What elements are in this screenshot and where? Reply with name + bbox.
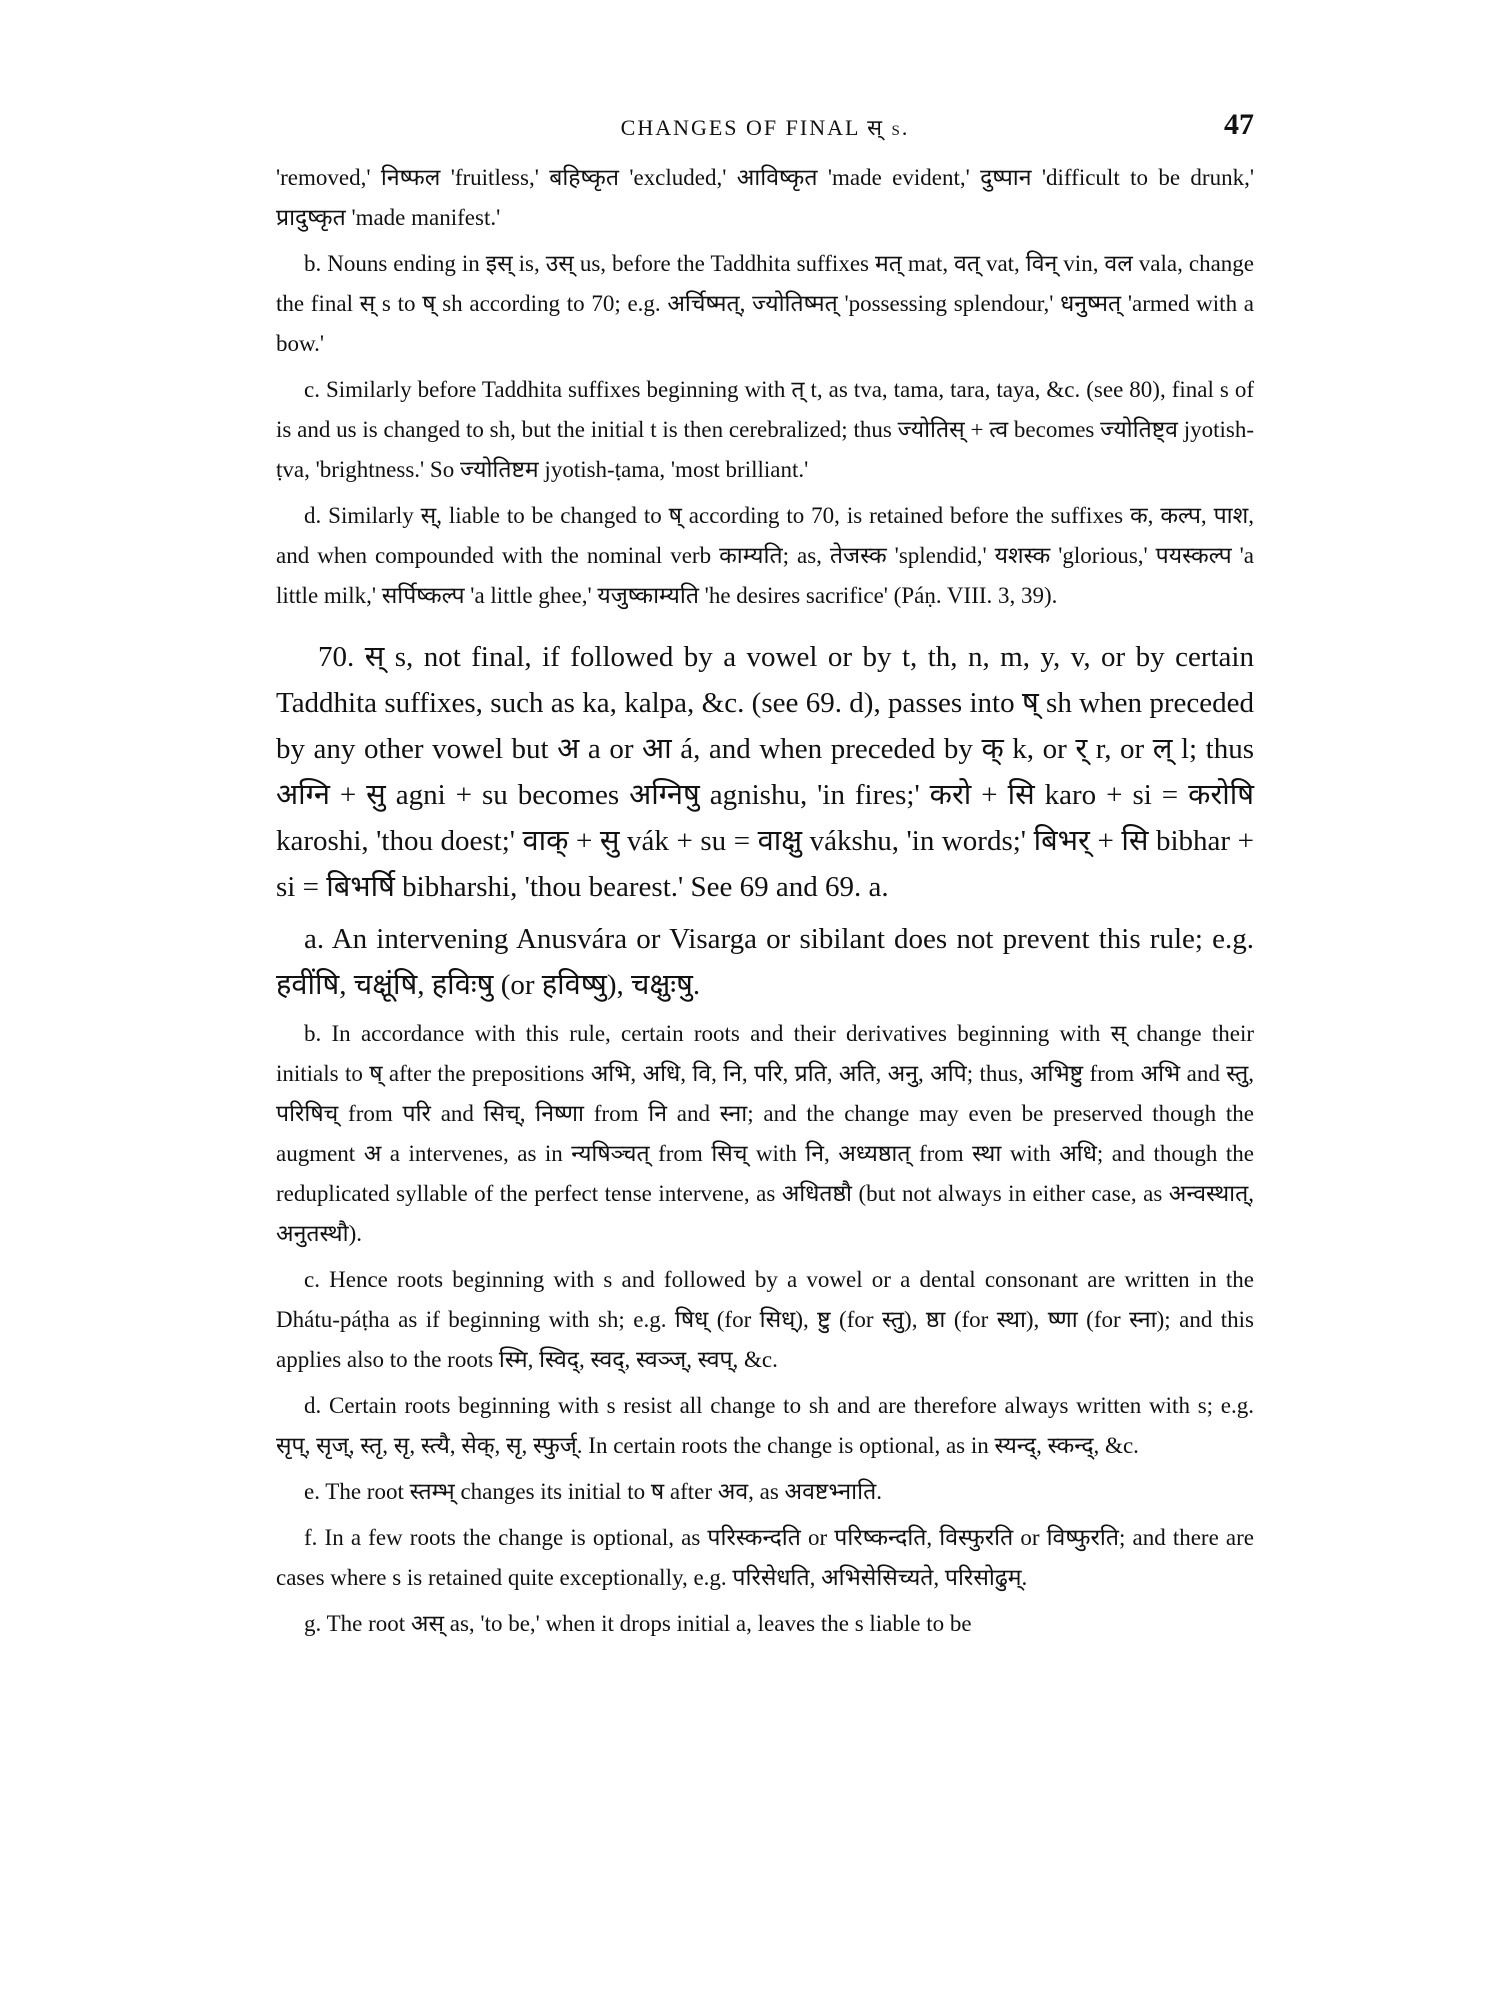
paragraph-69d: d. Similarly स्, liable to be changed to ष् according to 70, is retained before the suffixes क, कल्प, पाश, and when compounded with the nominal verb काम्यति; as, तेजस्क 'splendid,' यशस्क 'glorious,' पयस्कल्प 'a little milk,' सर्पिष्कल्प 'a little ghee,' यजुष्काम्यति 'he desires sacrifice' (Páṇ. VIII. 3, 39). [276,503,1254,608]
book-page [276,108,1254,1644]
page-header [276,108,1254,158]
paragraph-70f: f. In a few roots the change is optional, as परिस्कन्दति or परिष्कन्दति, विस्फुरति or विष्फुरति; and there are cases where s is retained quite exceptionally, e.g. परिसेधति, अभिसेसिच्यते, परिसोढुम्. [276,1525,1254,1590]
paragraph-69c: c. Similarly before Taddhita suffixes beginning with त् t, as tva, tama, tara, taya, &c. (see 80), final s of is and us is changed to sh, but the initial t is then cerebralized; thus ज्योतिस् + त्व becomes ज्योतिष्ट्व jyotish-ṭva, 'brightness.' So ज्योतिष्टम jyotish-ṭama, 'most brilliant.' [276,377,1254,482]
paragraph-70b: b. In accordance with this rule, certain roots and their derivatives beginning with स् change their initials to ष् after the prepositions अभि, अधि, वि, नि, परि, प्रति, अति, अनु, अपि; thus, अभिष्टु from अभि and स्तु, परिषिच् from परि and सिच्, निष्णा from नि and स्ना; and the change may even be preserved though the augment अ a intervenes, as in न्यषिञ्चत् from सिच् with नि, अध्यष्ठात् from स्था with अधि; and though the reduplicated syllable of the perfect tense intervene, as अधितष्ठौ (but not always in either case, as अन्वस्थात्, अनुतस्थौ). [276,1021,1254,1246]
paragraph-continuation: 'removed,' निष्फल 'fruitless,' बहिष्कृत 'excluded,' आविष्कृत 'made evident,' दुष्पान 'difficult to be drunk,' प्रादुष्कृत 'made manifest.' [276,165,1254,230]
paragraph-70e: e. The root स्तम्भ् changes its initial to ष after अव, as अवष्टभ्नाति. [304,1479,882,1504]
page-number: 47 [1224,108,1254,141]
paragraph-70c: c. Hence roots beginning with s and followed by a vowel or a dental consonant are written in the Dhátu-páṭha as if beginning with sh; e.g. षिध् (for सिध्), ष्टु (for स्तु), ष्ठा (for स्था), ष्णा (for स्ना); and this applies also to the roots स्मि, स्विद्, स्वद्, स्वञ्ज्, स्वप्, &c. [276,1267,1254,1372]
paragraph-70g: g. The root अस् as, 'to be,' when it drops initial a, leaves the s liable to be [304,1611,972,1636]
paragraph-69b: b. Nouns ending in इस् is, उस् us, before the Taddhita suffixes मत् mat, वत् vat, विन् vin, वल vala, change the final स् s to ष् sh according to 70; e.g. अर्चिष्मत्, ज्योतिष्मत् 'possessing splendour,' धनुष्मत् 'armed with a bow.' [276,251,1254,356]
paragraph-70d: d. Certain roots beginning with s resist all change to sh and are therefore always written with s; e.g. सृप्, सृज्, स्तृ, सृ, स्त्यै, सेक्, सृ, स्फुर्ज्. In certain roots the change is optional, as in स्यन्द्, स्कन्द्, &c. [276,1393,1254,1458]
paragraph-70a: a. An intervening Anusvára or Visarga or sibilant does not prevent this rule; e.g. हवींषि, चक्षूंषि, हविःषु (or हविष्षु), चक्षुःषु. [276,923,1254,1001]
paragraph-70: 70. स् s, not final, if followed by a vowel or by t, th, n, m, y, v, or by certain Taddhita suffixes, such as ka, kalpa, &c. (see 69. d), passes into ष् sh when preceded by any other vowel but अ a or आ á, and when preceded by क् k, or र् r, or ल् l; thus अग्नि + सु agni + su becomes अग्निषु agnishu, 'in fires;' करो + सि karo + si = करोषि karoshi, 'thou doest;' वाक् + सु vák + su = वाक्षु vákshu, 'in words;' बिभर् + सि bibhar + si = बिभर्षि bibharshi, 'thou bearest.' See 69 and 69. a. [276,641,1254,903]
running-head: CHANGES OF FINAL स् s. [620,115,910,140]
